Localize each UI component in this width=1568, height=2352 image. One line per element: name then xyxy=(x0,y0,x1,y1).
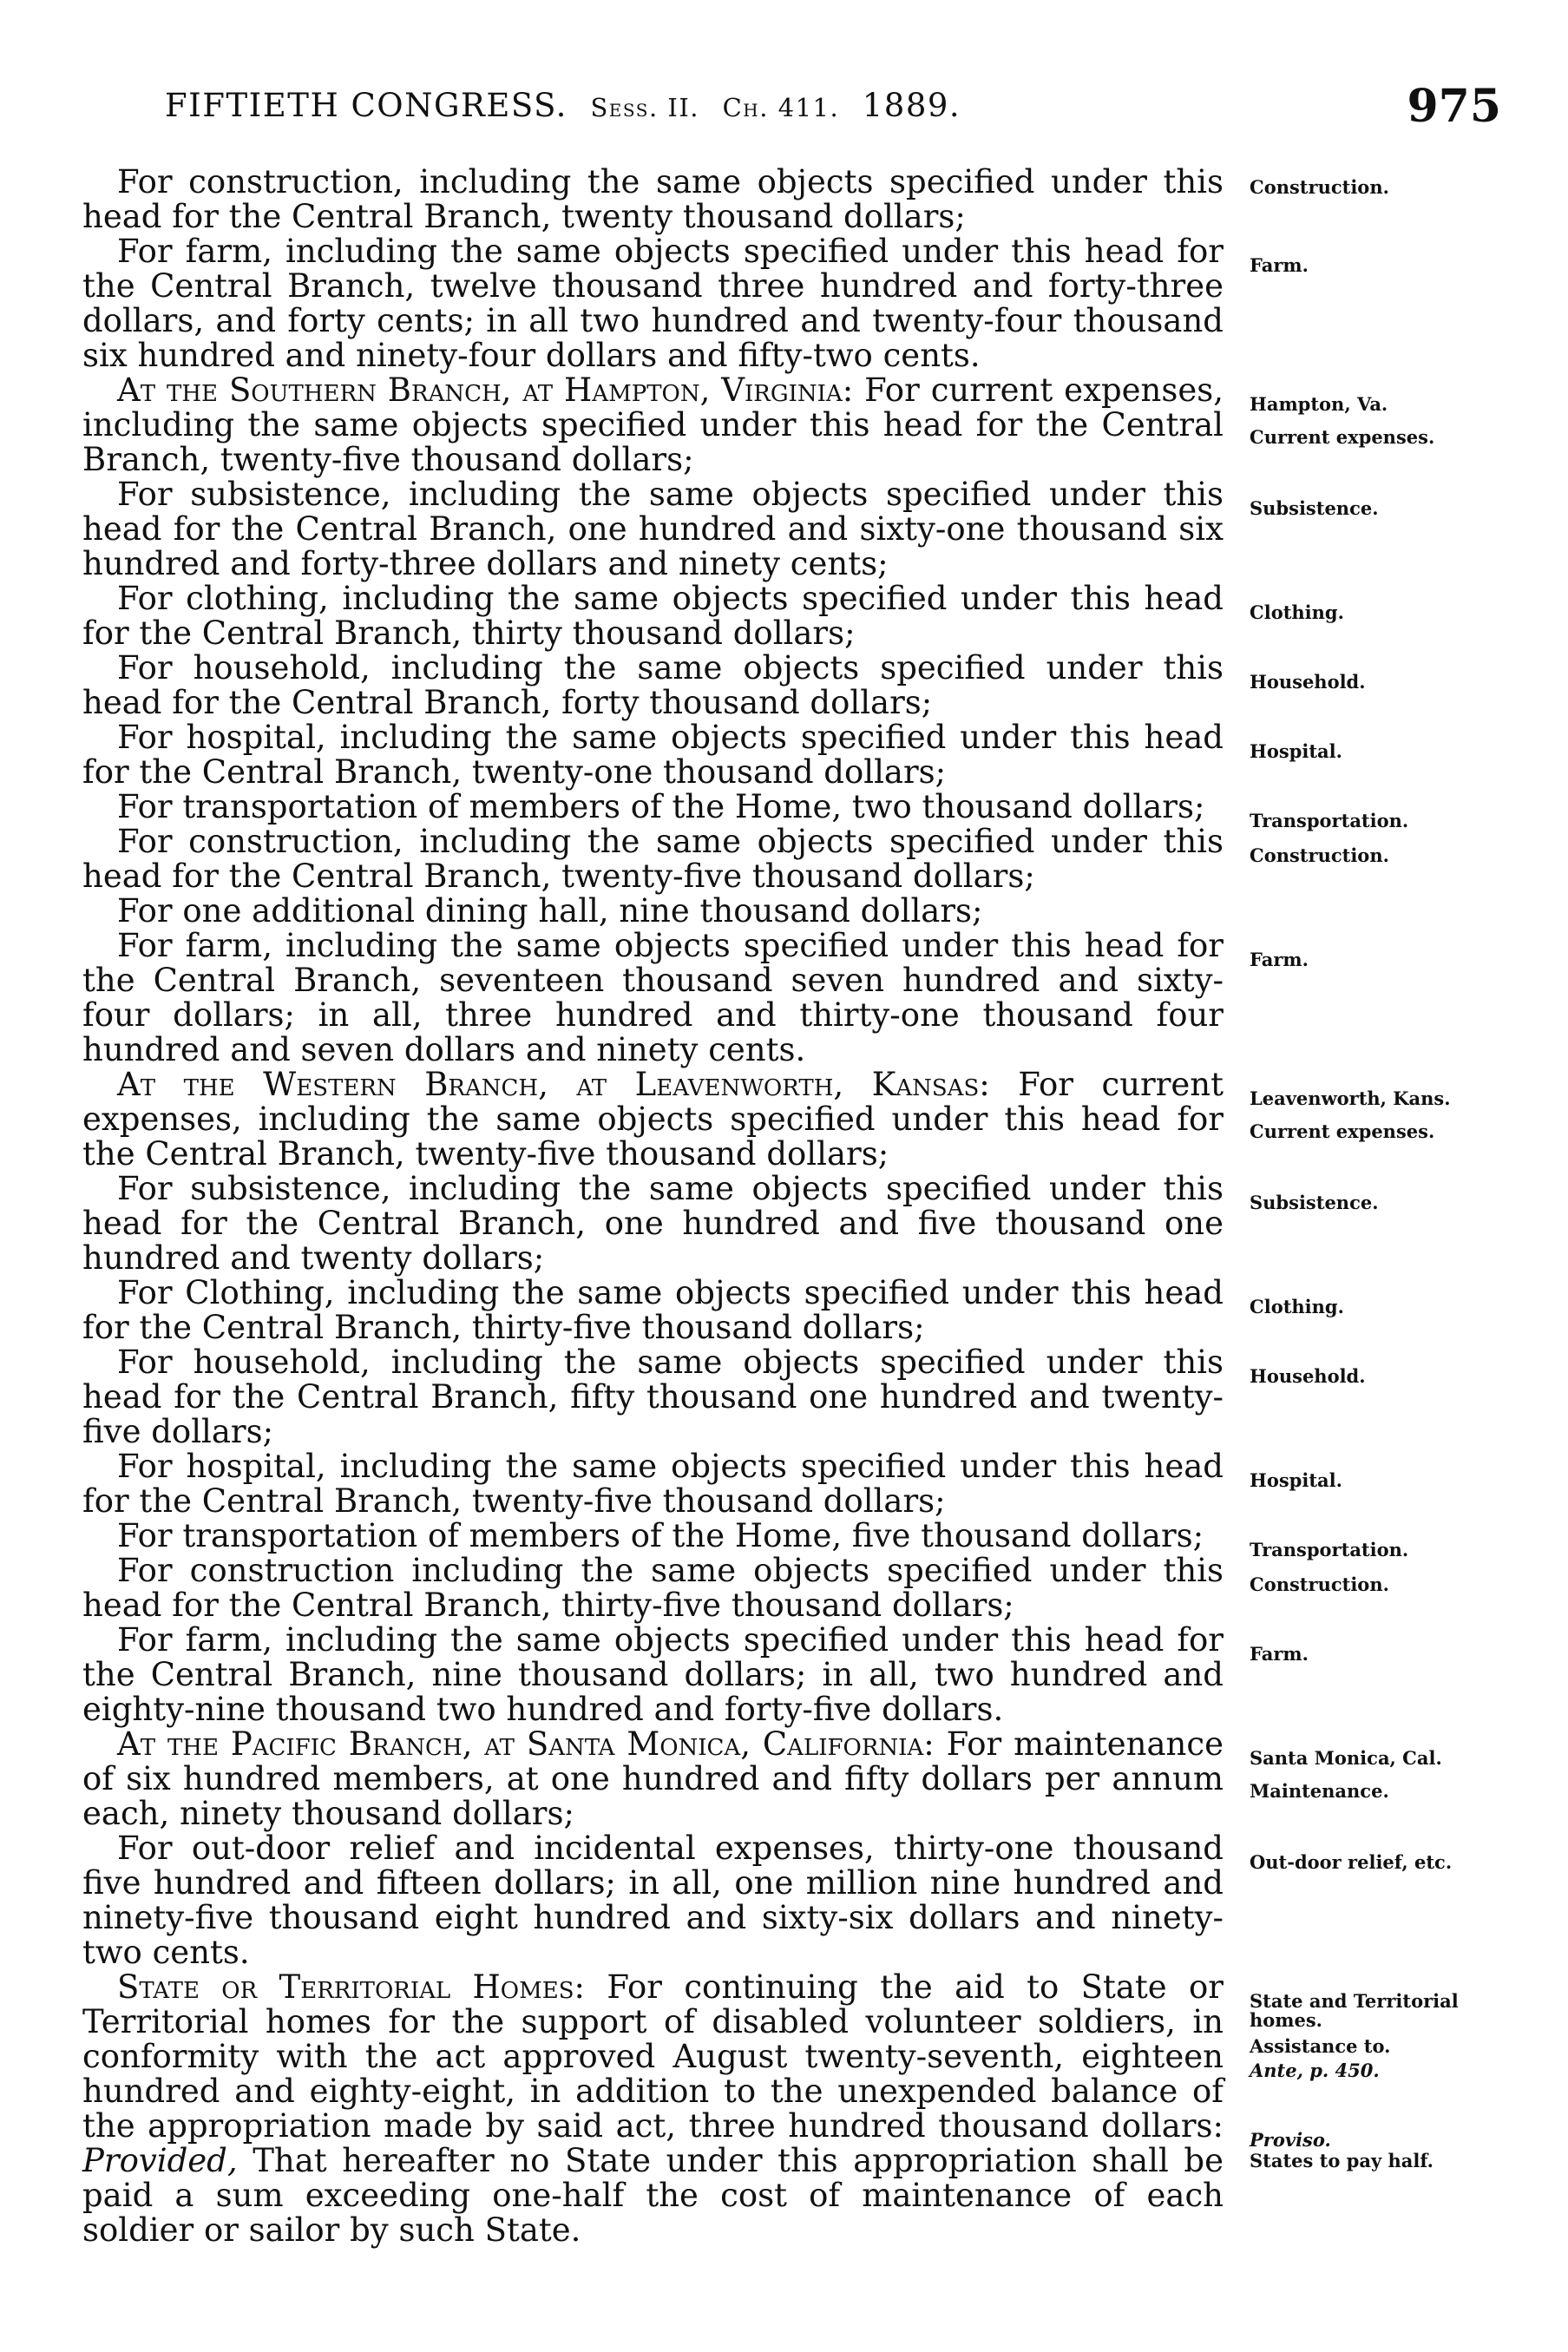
chapter-label: Ch. 411. xyxy=(722,93,840,122)
paragraph-text: For current expenses, including the same objects specified under this head for the Central Branch, twenty-five thousand dollars; xyxy=(82,371,1224,478)
paragraph xyxy=(82,1727,1224,1831)
margin-note: Construction. xyxy=(1250,1573,1389,1595)
margin-note: Clothing. xyxy=(1250,1296,1344,1317)
paragraph-text: For household, including the same objects specified under this head for the Central Branch, fifty thousand one hundred and twenty-five dollars; xyxy=(82,1344,1224,1450)
paragraph-text: For Clothing, including the same objects specified under this head for the Central Branch, thirty-five thousand dollars; xyxy=(82,1274,1224,1346)
paragraph xyxy=(82,790,1224,825)
margin-note: homes. xyxy=(1250,2009,1322,2031)
margin-note: Current expenses. xyxy=(1250,426,1435,448)
margin-note: Household. xyxy=(1250,1365,1366,1387)
paragraph-text: For subsistence, including the same objects specified under this head for the Central Branch, one hundred and sixty-one thousand six hundred and forty-three dollars and ninety cents; xyxy=(82,476,1224,582)
paragraph-text: For construction including the same objects specified under this head for the Central Branch, thirty-five thousand dollars; xyxy=(82,1552,1224,1624)
paragraph xyxy=(82,1519,1224,1554)
margin-note: Hospital. xyxy=(1250,1469,1342,1491)
congress-title: FIFTIETH CONGRESS. xyxy=(165,87,567,124)
paragraph-lead: At the Pacific Branch, at Santa Monica, California: xyxy=(117,1725,935,1763)
paragraph xyxy=(82,929,1224,1068)
paragraph-text: For clothing, including the same objects specified under this head for the Central Branch, thirty thousand dollars; xyxy=(82,580,1224,652)
paragraph-text: For transportation of members of the Home, five thousand dollars; xyxy=(117,1517,1204,1554)
paragraph-text: For current expenses, including the same objects specified under this head for the Central Branch, twenty-five thousand dollars; xyxy=(82,1066,1224,1173)
margin-note: Leavenworth, Kans. xyxy=(1250,1087,1451,1109)
paragraph xyxy=(82,165,1224,234)
paragraph-text: For transportation of members of the Home, two thousand dollars; xyxy=(117,788,1205,825)
margin-note: Construction. xyxy=(1250,844,1389,866)
margin-note: Santa Monica, Cal. xyxy=(1250,1747,1442,1769)
paragraph xyxy=(82,373,1224,477)
proviso-italic: Provided, xyxy=(82,2142,238,2179)
paragraph-text: For construction, including the same objects specified under this head for the Central Branch, twenty-five thousand dollars; xyxy=(82,823,1224,895)
paragraph xyxy=(82,1623,1224,1727)
margin-note: Transportation. xyxy=(1250,810,1409,831)
paragraph-text: For continuing the aid to State or Territorial homes for the support of disabled volunteer soldiers, in conformity with the act approved August twenty-seventh, eighteen hundred and eighty-eight, in addition to the unexpended balance of the appropriation made by said act, three hundred thousand dollars: xyxy=(82,1968,1224,2145)
margin-note: Transportation. xyxy=(1250,1539,1409,1560)
paragraph xyxy=(82,1449,1224,1519)
paragraph-text: For farm, including the same objects specified under this head for the Central Branch, seventeen thousand seven hundred and sixty-four dollars; in all, three hundred and thirty-one thousand four hundred and seven dollars and ninety cents. xyxy=(82,927,1224,1068)
margin-note: Subsistence. xyxy=(1250,497,1379,519)
paragraph xyxy=(82,825,1224,894)
margin-notes xyxy=(1250,165,1536,2291)
margin-note: Subsistence. xyxy=(1250,1192,1379,1213)
paragraph-text: For hospital, including the same objects specified under this head for the Central Branch, twenty-one thousand dollars; xyxy=(82,719,1224,791)
paragraph xyxy=(82,581,1224,651)
paragraph-text: For one additional dining hall, nine thousand dollars; xyxy=(117,892,983,930)
margin-note: Farm. xyxy=(1250,949,1309,970)
paragraph xyxy=(82,234,1224,373)
paragraph xyxy=(82,1276,1224,1345)
margin-note: Out-door relief, etc. xyxy=(1250,1851,1453,1873)
session-label: Sess. II. xyxy=(590,93,700,122)
margin-note: Current expenses. xyxy=(1250,1120,1435,1142)
margin-note: Ante, p. 450. xyxy=(1250,2060,1380,2081)
margin-note: Construction. xyxy=(1250,176,1389,198)
body-text xyxy=(82,165,1224,2248)
margin-note: Farm. xyxy=(1250,254,1309,276)
paragraph xyxy=(82,1831,1224,1970)
running-head xyxy=(165,87,961,124)
paragraph xyxy=(82,894,1224,929)
paragraph-text: For farm, including the same objects specified under this head for the Central Branch, twelve thousand three hundred and forty-three dollars, and forty cents; in all two hundred and twenty-four thousand six hundred and ninety-four dollars and fifty-two cents. xyxy=(82,233,1224,374)
paragraph xyxy=(82,477,1224,581)
paragraph xyxy=(82,720,1224,790)
paragraph-lead: At the Southern Branch, at Hampton, Virginia: xyxy=(117,371,854,409)
paragraph-text: For construction, including the same objects specified under this head for the Central Branch, twenty thousand dollars; xyxy=(82,163,1224,235)
paragraph-text: For household, including the same objects specified under this head for the Central Branch, forty thousand dollars; xyxy=(82,649,1224,721)
paragraph xyxy=(82,1970,1224,2248)
paragraph-text: For subsistence, including the same objects specified under this head for the Central Branch, one hundred and five thousand one hundred and twenty dollars; xyxy=(82,1170,1224,1277)
paragraph xyxy=(82,1345,1224,1449)
page-header xyxy=(165,80,1501,141)
margin-note: Hospital. xyxy=(1250,740,1342,762)
margin-note: Maintenance. xyxy=(1250,1780,1389,1802)
paragraph-text: For hospital, including the same objects specified under this head for the Central Branch, twenty-five thousand dollars; xyxy=(82,1448,1224,1520)
paragraph-tail: That hereafter no State under this appropriation shall be paid a sum exceeding one-half the cost of maintenance of each soldier or sailor by such State. xyxy=(82,2142,1224,2249)
year-label: 1889. xyxy=(862,87,961,124)
margin-note: Clothing. xyxy=(1250,601,1344,623)
paragraph xyxy=(82,651,1224,720)
margin-note: State and Territorial xyxy=(1250,1990,1459,2012)
margin-note: Household. xyxy=(1250,671,1366,693)
paragraph-text: For maintenance of six hundred members, at one hundred and fifty dollars per annum each, ninety thousand dollars; xyxy=(82,1725,1224,1832)
paragraph-text: For farm, including the same objects specified under this head for the Central Branch, nine thousand dollars; in all, two hundred and eighty-nine thousand two hundred and forty-five dollars. xyxy=(82,1621,1224,1728)
margin-note: States to pay half. xyxy=(1250,2150,1434,2171)
paragraph xyxy=(82,1172,1224,1276)
page-number: 975 xyxy=(1407,80,1501,133)
paragraph xyxy=(82,1554,1224,1623)
paragraph-text: For out-door relief and incidental expenses, thirty-one thousand five hundred and fifteen dollars; in all, one million nine hundred and ninety-five thousand eight hundred and sixty-six dollars and ninety-two cents. xyxy=(82,1830,1224,1971)
paragraph xyxy=(82,1068,1224,1172)
margin-note: Farm. xyxy=(1250,1643,1309,1665)
paragraph-lead: At the Western Branch, at Leavenworth, Kansas: xyxy=(117,1066,990,1103)
paragraph-lead: State or Territorial Homes: xyxy=(117,1968,585,2006)
margin-note: Proviso. xyxy=(1250,2129,1331,2151)
margin-note: Hampton, Va. xyxy=(1250,393,1388,415)
margin-note: Assistance to. xyxy=(1250,2035,1391,2057)
